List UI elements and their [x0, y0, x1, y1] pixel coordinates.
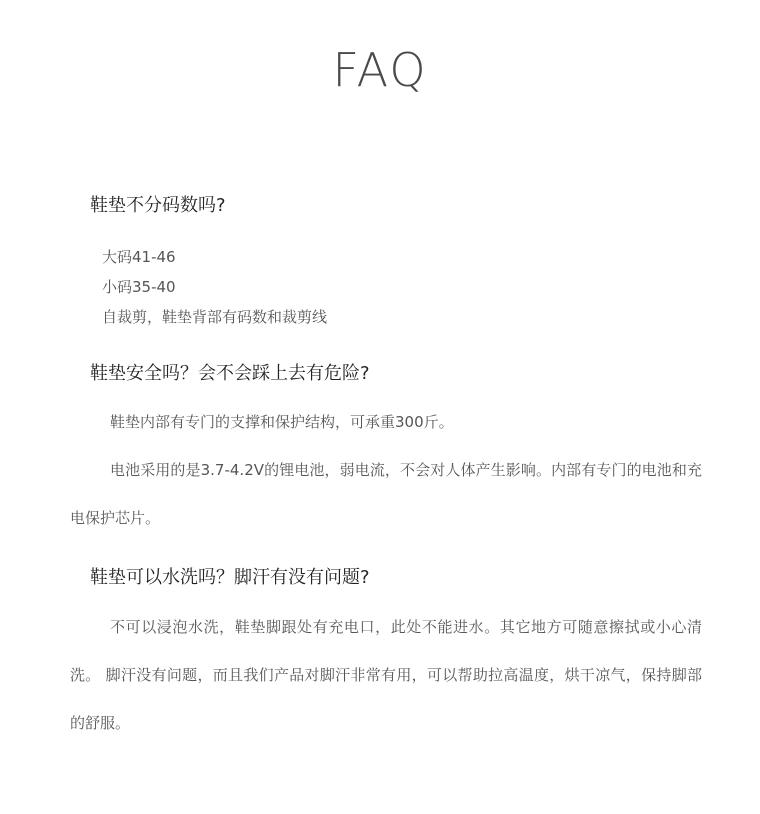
- faq-question-washing: 鞋垫可以水洗吗？脚汗有没有问题?: [90, 567, 370, 588]
- faq-answer-washing: 不可以浸泡水洗，鞋垫脚跟处有充电口，此处不能进水。其它地方可随意擦拭或小心清洗。 脚汗没有问题，而且我们产品对脚汗非常有用，可以帮助拉高温度，烘干凉气，保持脚部的舒服。: [70, 618, 702, 732]
- page-title: FAQ: [332, 43, 428, 97]
- size-list: [102, 242, 327, 332]
- size-list-item-large: 大码41-46: [102, 248, 176, 266]
- faq-answer-safety-battery: 电池采用的是3.7-4.2V的锂电池，弱电流，不会对人体产生影响。内部有专门的电池和充电保护芯片。: [70, 461, 702, 527]
- faq-question-safety: 鞋垫安全吗？会不会踩上去有危险?: [90, 363, 370, 384]
- faq-question-sizes: 鞋垫不分码数吗?: [90, 195, 226, 216]
- size-list-item-small: 小码35-40: [102, 278, 176, 296]
- size-list-item-trim: 自裁剪，鞋垫背部有码数和裁剪线: [102, 308, 328, 326]
- faq-answer-safety-structure: 鞋垫内部有专门的支撑和保护结构，可承重300斤。: [110, 413, 454, 431]
